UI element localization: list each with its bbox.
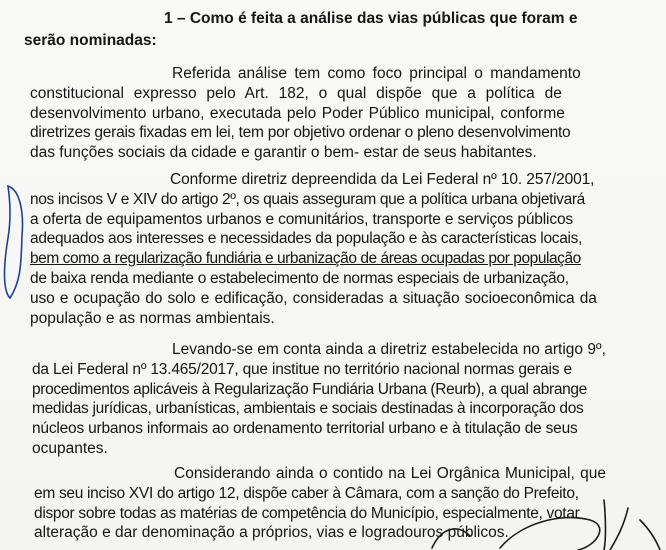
paragraph-line: de baixa renda mediante o estabelecimento de normas especiais de urbanização, (30, 269, 569, 287)
paragraph-line: constitucional expresso pelo Art. 182, o qual dispõe que a política de (30, 84, 562, 102)
paragraph-line: diretrizes gerais fixadas em lei, tem por objetivo ordenar o pleno desenvolvimento (30, 124, 571, 142)
paragraph-line: a oferta de equipamentos urbanos e comunitários, transporte e serviços públicos (30, 210, 574, 228)
heading-line-1: 1 – Como é feita a análise das vias públicas que foram e (164, 10, 578, 27)
paragraph-line: das funções sociais da cidade e garantir o bem- estar de seus habitantes. (30, 144, 537, 162)
paragraph-line: Conforme diretriz depreendida da Lei Federal nº 10. 257/2001, (170, 171, 595, 188)
paragraph-line: Referida análise tem como foco principal o mandamento (172, 65, 581, 82)
paragraph-line: alteração e dar denominação a próprios, vias e logradouros públicos. (34, 524, 509, 542)
paragraph-1 (30, 64, 636, 163)
heading-line-2: serão nominadas: (24, 32, 157, 49)
paragraph-4 (34, 464, 634, 543)
paragraph-line: desenvolvimento urbano, executada pelo Poder Público municipal, conforme (30, 104, 565, 122)
paragraph-line: Considerando ainda o contido na Lei Orgânica Municipal, que (174, 465, 606, 482)
paragraph-line: em seu inciso XVI do artigo 12, dispõe caber à Câmara, com a sanção do Prefeito, (34, 484, 579, 502)
paragraph-line: medidas jurídicas, urbanísticas, ambientais e sociais destinadas à incorporação dos (32, 400, 584, 418)
paragraph-line: dispor sobre todas as matérias de competência do Município, especialmente, votar (34, 504, 580, 522)
paragraph-line: bem como a regularização fundiária e urbanização de áreas ocupadas por população (30, 250, 581, 268)
paragraph-line: nos incisos V e XIV do artigo 2º, os quais asseguram que a política urbana objetivará (30, 190, 585, 208)
paragraph-line: da Lei Federal nº 13.465/2017, que institue no território nacional normas gerais e (32, 360, 572, 378)
paragraph-line: adequados aos interesses e necessidades da população e às características locais, (30, 230, 583, 248)
paragraph-line: núcleos urbanos informais ao ordenamento territorial urbano e à titulação de seus (32, 420, 578, 438)
paragraph-line: ocupantes. (32, 439, 108, 457)
paragraph-line: uso e ocupação do solo e edificação, consideradas a situação socioeconômica da (30, 289, 597, 307)
paragraph-line: população e as normas ambientais. (30, 309, 275, 327)
paragraph-3 (32, 340, 632, 459)
paragraph-line: procedimentos aplicáveis à Regularização Fundiária Urbana (Reurb), a qual abrange (32, 380, 587, 398)
section-heading (24, 8, 634, 52)
paragraph-2 (30, 170, 638, 328)
margin-bracket-pen-mark (5, 186, 23, 298)
paragraph-line: Levando-se em conta ainda a diretriz estabelecida no artigo 9º, (172, 341, 606, 358)
